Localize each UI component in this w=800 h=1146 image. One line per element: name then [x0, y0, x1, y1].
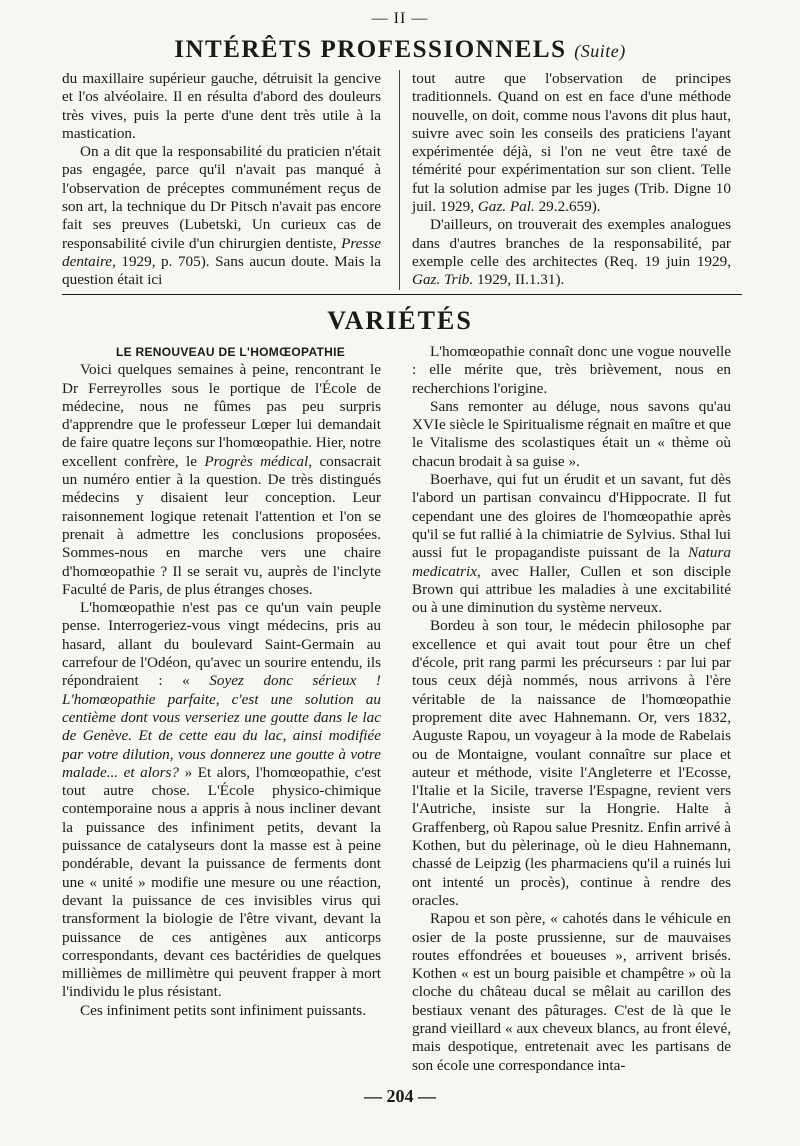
- column-divider: [399, 70, 400, 290]
- article-title: LE RENOUVEAU DE L'HOMŒOPATHIE: [115, 345, 346, 359]
- article-right-column: [412, 343, 731, 1075]
- paragraph: Bordeu à son tour, le médecin philosophe par excellence et qui avait tout pour être un chef d'école, prit rang parmi les précurseurs : par lui par tous ceux déjà nommés, nous arrivons à l'ère véritable de la naissance de l'homœopathie proprement dite avec Hahnemann. Or, vers 1832, Auguste Rapou, un voyageur à la mode de Rabelais ou de Montaigne, voulant connaître sur place et auteur et méthode, visite l'Angleterre et l'Ecosse, l'Italie et la Sicile, traverse l'Espagne, revient vers l'Autriche, insiste sur la Hongrie. Halte à Graffenberg, où Rapou salue Presnitz. Enfin arrivé à Kothen, but du pèlerinage, où le dieu Hahnemann, chassé de Leipzig (les pharmaciens qu'il a ruinés lui ont intenté un procès), continue à rendre des oracles.: [412, 617, 731, 909]
- paragraph: Boerhave, qui fut un érudit et un savant, fut dès l'abord un partisan convaincu d'Hippocrate. Il fut cependant une des gloires de l'homœopathie après qu'il se fut rallié à la chimiatrie de Sylvius. Sthal lui aussi fut le propagandiste puissant de la Natura medicatrix, avec Haller, Cullen et son disciple Brown qui attribue les maladies à une excitabilité ou à une diminution du système nerveux.: [412, 471, 731, 617]
- paragraph: L'homœopathie connaît donc une vogue nouvelle : elle mérite que, très brièvement, nous en recherchions l'origine.: [412, 343, 731, 397]
- page-number: — 204 —: [364, 1086, 436, 1106]
- paragraph: tout autre que l'observation de principes traditionnels. Quand on est en face d'une méthode nouvelle, on doit, comme nous l'avons dit plus haut, suivre avec soin les conseils des praticiens l'ayant expérimentée déjà, si l'on ne veut être taxé de témérité pour expérimentation sur son client. Telle fut la solution admise par les juges (Trib. Digne 10 juil. 1929, Gaz. Pal. 29.2.659).: [412, 70, 731, 216]
- top-folio: — II —: [371, 10, 429, 27]
- top-right-column: [412, 70, 731, 290]
- article-left-column: [62, 343, 381, 1020]
- section-rule: [62, 294, 742, 295]
- section-heading: [0, 36, 800, 64]
- section-suite: (Suite): [574, 41, 626, 61]
- section-title: INTÉRÊTS PROFESSIONNELS: [174, 36, 567, 63]
- paragraph: du maxillaire supérieur gauche, détruisit la gencive et l'os alvéolaire. Il en résulta d'abord des douleurs très vives, puis la perte d'une dent très utile à la mastication.: [62, 70, 381, 142]
- paragraph: D'ailleurs, on trouverait des exemples analogues dans d'autres branches de la responsabilité, par exemple celle des architectes (Req. 19 juin 1929, Gaz. Trib. 1929, II.1.31).: [412, 216, 731, 289]
- top-left-column: [62, 70, 381, 290]
- paragraph: Rapou et son père, « cahotés dans le véhicule en osier de la poste prussienne, sur de mauvaises routes effondrées et boueuses », arrivent brisés. Kothen « est un bourg paisible et champêtre » où la cloche du château ducal se mêlait au carillon des bestiaux venant des pâturages. C'est de là que le grand vieillard « aux cheveux blancs, au front élevé, mais despotique, entretenait avec les partisans de son école une correspondance inta-: [412, 910, 731, 1074]
- paragraph: Ces infiniment petits sont infiniment puissants.: [80, 1001, 367, 1019]
- paragraph: L'homœopathie n'est pas ce qu'un vain peuple pense. Interrogeriez-vous vingt médecins, pris au hasard, allant du boulevard Saint-Germain au carrefour de l'Odéon, qu'avec un sourire entendu, ils répondraient : « Soyez donc sérieux ! L'homœopathie parfaite, c'est une solution au centième dont vous verseriez une goutte dans le lac de Genève. Et de cette eau du lac, ainsi modifiée par votre dilution, vous donnerez une goutte à votre malade... et alors? » Et alors, l'homœopathie, c'est tout autre chose. L'École physico-chimique contemporaine nous a appris à nous incliner devant la puissance des infiniment petits, devant la puissance de catalyseurs dont la masse est à peine pondérable, devant la puissance de ferments dont une « unité » modifie une mesure ou une réaction, devant la puissance de ces invisibles virus qui transforment la biologie de l'être vivant, devant la puissance de ces antigènes aux anticorps correspondants, devant ces bactéridies de quelques millièmes de millimètre qui peuvent frapper à mort l'individu le plus résistant.: [62, 599, 381, 1001]
- paragraph: Sans remonter au déluge, nous savons qu'au XVIe siècle le Spiritualisme régnait en maître et que le Vitalisme des scolastiques était un « thème où chacun brodait à sa guise ».: [412, 397, 731, 470]
- paragraph: On a dit que la responsabilité du praticien n'était pas engagée, parce qu'il n'avait pas manqué à l'observation de préceptes communément reçus de son art, la technique du Dr Pitsch n'avait pas encore fait ses preuves (Lubetski, Un curieux cas de responsabilité civile d'un chirurgien dentiste, Presse dentaire, 1929, p. 705). Sans aucun doute. Mais la question était ici: [62, 143, 381, 289]
- varietes-heading: VARIÉTÉS: [327, 306, 473, 335]
- paragraph: Voici quelques semaines à peine, rencontrant le Dr Ferreyrolles sous le portique de l'École de médecine, nous ne fûmes pas peu surpris d'apprendre que le professeur Lœper lui demandait de faire quatre leçons sur l'homœopathie. Hier, notre excellent confrère, le Progrès médical, consacrait un numéro entier à la question. De très distingués médecins y disaient leur conception. Leur raisonnement logique retenait l'attention et l'on se prenait à admettre les conclusions proposées. Sommes-nous en marche vers une chaire d'homœopathie ? Il se serait vu, auprès de l'inclyte Faculté de Paris, de plus étranges choses.: [62, 361, 381, 598]
